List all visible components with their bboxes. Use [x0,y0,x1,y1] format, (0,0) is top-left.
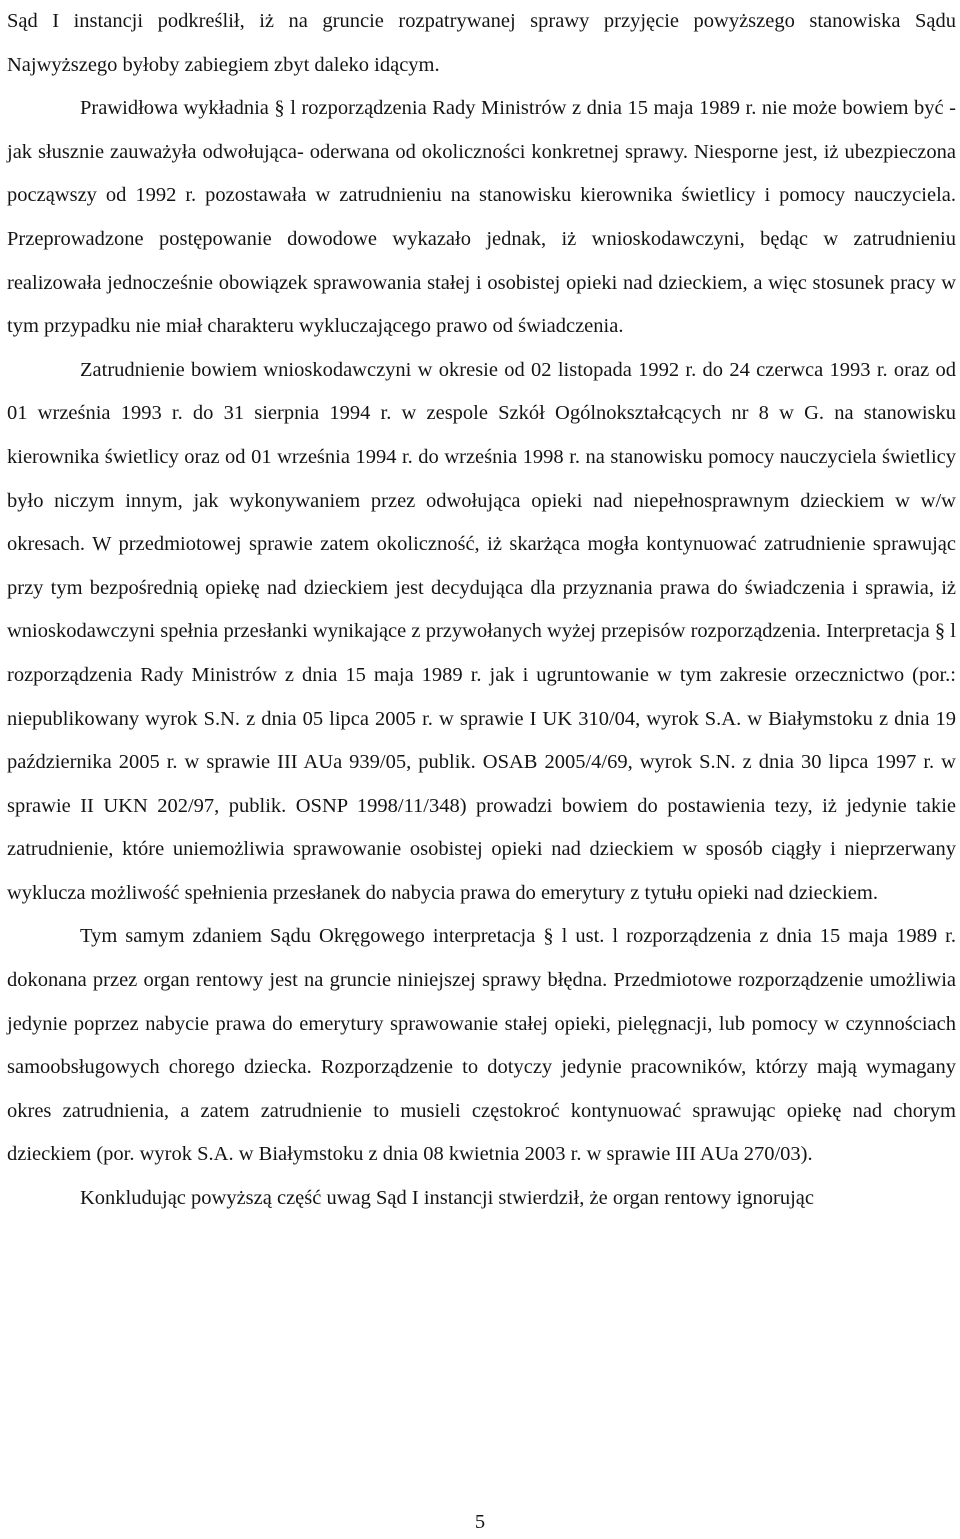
paragraph-1: Sąd I instancji podkreślił, iż na gruncie rozpatrywanej sprawy przyjęcie powyższego stanowiska Sądu Najwyższego byłoby zabiegiem zbyt daleko idącym. [7,10,956,76]
paragraph-2: Prawidłowa wykładnia § l rozporządzenia Rady Ministrów z dnia 15 maja 1989 r. nie może bowiem być - jak słusznie zauważyła odwołująca- oderwana od okoliczności konkretnej sprawy. Niesporne jest, iż ubezpieczona począwszy od 1992 r. pozostawała w zatrudnieniu na stanowisku kierownika świetlicy i pomocy nauczyciela. Przeprowadzone postępowanie dowodowe wykazało jednak, iż wnioskodawczyni, będąc w zatrudnieniu realizowała jednocześnie obowiązek sprawowania stałej i osobistej opieki nad dzieckiem, a więc stosunek pracy w tym przypadku nie miał charakteru wykluczającego prawo od świadczenia. [7,97,956,338]
paragraph-3: Zatrudnienie bowiem wnioskodawczyni w okresie od 02 listopada 1992 r. do 24 czerwca 1993 r. oraz od 01 września 1993 r. do 31 sierpnia 1994 r. w zespole Szkół Ogólnokształcących nr 8 w G. na stanowisku kierownika świetlicy oraz od 01 września 1994 r. do września 1998 r. na stanowisku pomocy nauczyciela świetlicy było niczym innym, jak wykonywaniem przez odwołująca opieki nad niepełnosprawnym dzieckiem w w/w okresach. W przedmiotowej sprawie zatem okoliczność, iż skarżąca mogła kontynuować zatrudnienie sprawując przy tym bezpośrednią opiekę nad dzieckiem jest decydująca dla przyznania prawa do świadczenia i sprawia, iż wnioskodawczyni spełnia przesłanki wynikające z przywołanych wyżej przepisów rozporządzenia. Interpretacja § l rozporządzenia Rady Ministrów z dnia 15 maja 1989 r. jak i ugruntowanie w tym zakresie orzecznictwo (por.: niepublikowany wyrok S.N. z dnia 05 lipca 2005 r. w sprawie I UK 310/04, wyrok S.A. w Białymstoku z dnia 19 października 2005 r. w sprawie III AUa 939/05, publik. OSAB 2005/4/69, wyrok S.N. z dnia 30 lipca 1997 r. w sprawie II UKN 202/97, publik. OSNP 1998/11/348) prowadzi bowiem do postawienia tezy, iż jedynie takie zatrudnienie, które uniemożliwia sprawowanie osobistej opieki nad dzieckiem w sposób ciągły i nieprzerwany wyklucza możliwość spełnienia przesłanek do nabycia prawa do emerytury z tytułu opieki nad dzieckiem. [7,358,956,904]
paragraph-5: Konkludując powyższą część uwag Sąd I instancji stwierdził, że organ rentowy ignorując [80,1187,814,1210]
page-number: 5 [474,1511,486,1533]
document-body [7,0,956,1221]
paragraph-4: Tym samym zdaniem Sądu Okręgowego interpretacja § l ust. l rozporządzenia z dnia 15 maja 1989 r. dokonana przez organ rentowy jest na gruncie niniejszej sprawy błędna. Przedmiotowe rozporządzenie umożliwia jedynie poprzez nabycie prawa do emerytury sprawowanie stałej opieki, pielęgnacji, lub pomocy w czynnościach samoobsługowych chorego dziecka. Rozporządzenie to dotyczy jedynie pracowników, którzy mają wymagany okres zatrudnienia, a zatem zatrudnienie to musieli częstokroć kontynuować sprawując opiekę nad chorym dzieckiem (por. wyrok S.A. w Białymstoku z dnia 08 kwietnia 2003 r. w sprawie III AUa 270/03). [7,925,956,1166]
